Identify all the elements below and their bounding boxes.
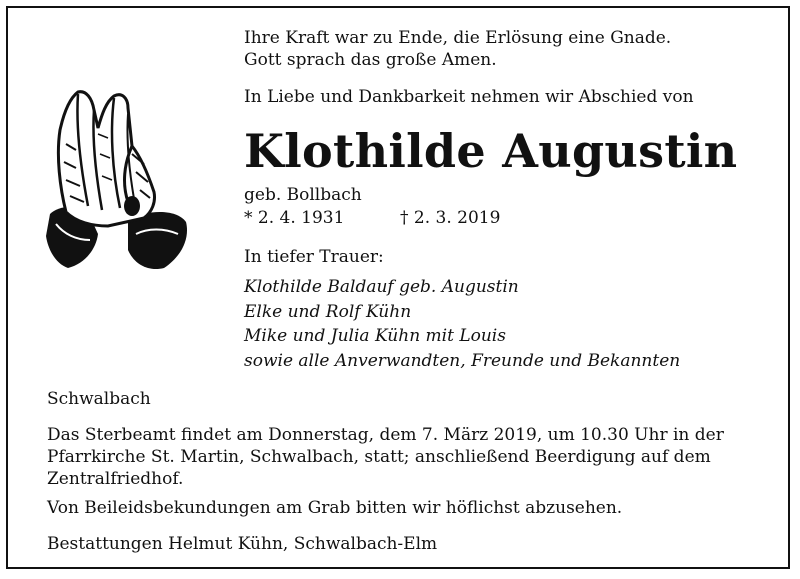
mourner-line: sowie alle Anverwandten, Freunde und Bekannten	[244, 351, 681, 371]
verse-line-1: Ihre Kraft war zu Ende, die Erlösung eine Gnade.	[244, 28, 672, 48]
condolence-note: Von Beileidsbekundungen am Grab bitten wir höflichst abzusehen.	[47, 498, 623, 518]
place: Schwalbach	[47, 389, 151, 409]
verse-line-2: Gott sprach das große Amen.	[244, 50, 497, 70]
undertaker: Bestattungen Helmut Kühn, Schwalbach-Elm	[47, 534, 438, 554]
praying-hands-icon	[36, 84, 192, 276]
birth-date: * 2. 4. 1931	[244, 208, 345, 228]
mourning-heading: In tiefer Trauer:	[244, 247, 384, 267]
mourner-line: Elke und Rolf Kühn	[244, 302, 412, 322]
mourner-line: Klothilde Baldauf geb. Augustin	[244, 277, 519, 297]
service-line-1: Das Sterbeamt findet am Donnerstag, dem 7. März 2019, um 10.30 Uhr in der	[47, 425, 724, 445]
service-line-2: Pfarrkirche St. Martin, Schwalbach, statt; anschließend Beerdigung auf dem	[47, 447, 711, 467]
death-date: † 2. 3. 2019	[400, 208, 501, 228]
deceased-name: Klothilde Augustin	[244, 124, 738, 178]
mourner-line: Mike und Julia Kühn mit Louis	[244, 326, 506, 346]
intro-line: In Liebe und Dankbarkeit nehmen wir Abschied von	[244, 87, 694, 107]
service-line-3: Zentralfriedhof.	[47, 469, 184, 489]
maiden-name: geb. Bollbach	[244, 185, 362, 205]
